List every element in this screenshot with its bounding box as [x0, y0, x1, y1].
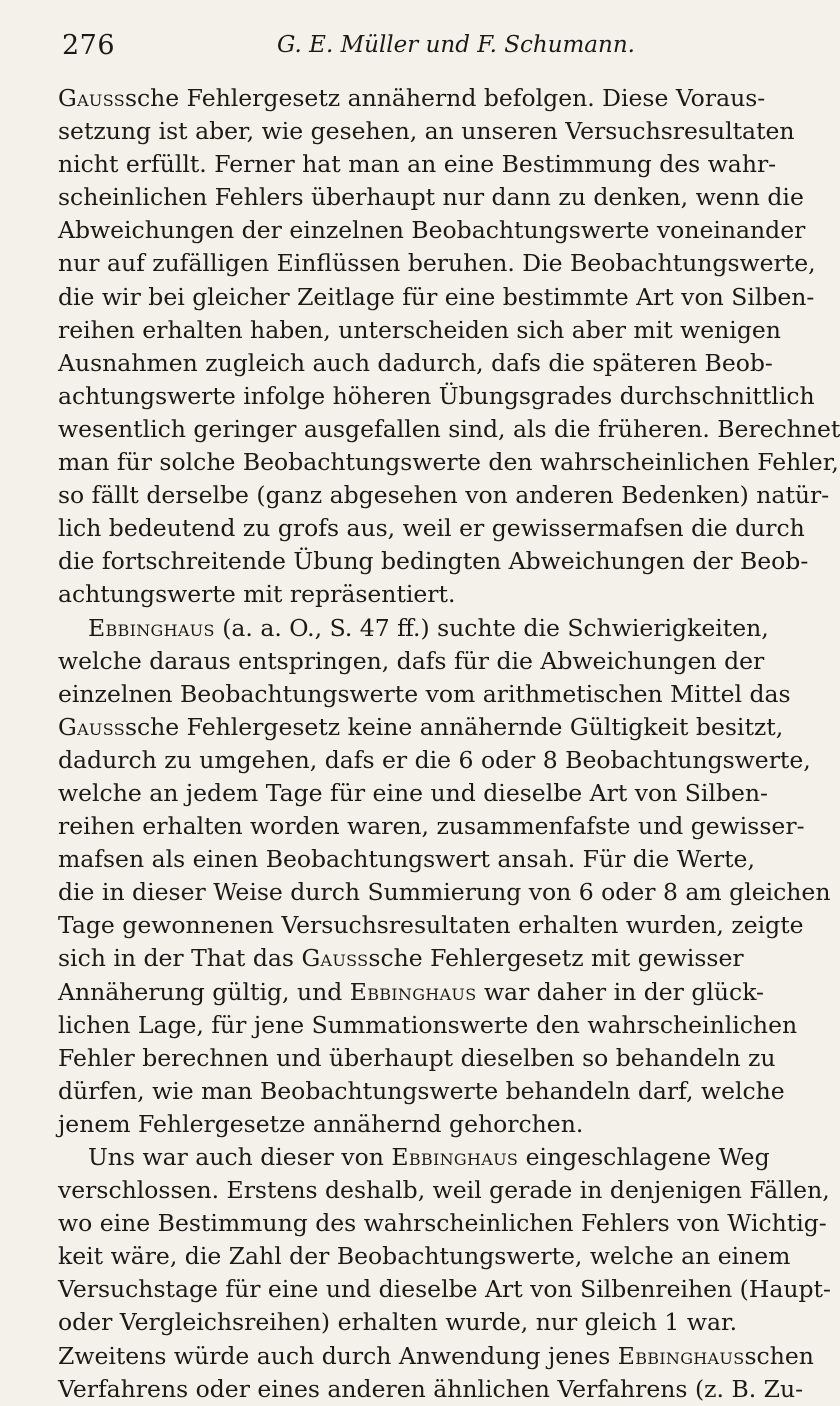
text-segment: lich bedeutend zu grofs aus, weil er gewissermafsen die durch	[58, 514, 805, 543]
text-line	[58, 1306, 798, 1339]
text-line	[58, 843, 798, 876]
text-line	[58, 82, 798, 115]
text-segment: scheinlichen Fehlers überhaupt nur dann zu denken, wenn die	[58, 183, 804, 212]
text-segment: die wir bei gleicher Zeitlage für eine bestimmte Art von Silben-	[58, 282, 815, 311]
text-segment: Zweitens würde auch durch Anwendung jenes	[58, 1341, 618, 1370]
text-segment: war daher in der glück-	[476, 977, 764, 1006]
text-line	[58, 711, 798, 744]
text-segment: dadurch zu umgehen, dafs er die 6 oder 8 Beobachtungswerte,	[58, 745, 811, 774]
author-name: Ebbinghaus	[88, 613, 215, 642]
text-segment: setzung ist aber, wie gesehen, an unseren Versuchsresultaten	[58, 117, 795, 146]
page-number: 276	[62, 30, 116, 61]
text-segment: keit wäre, die Zahl der Beobachtungswerte, welche an einem	[58, 1242, 791, 1271]
text-segment: man für solche Beobachtungswerte den wahrscheinlichen Fehler,	[58, 448, 839, 477]
text-line	[58, 1340, 814, 1373]
text-segment: Fehler berechnen und überhaupt dieselben so behandeln zu	[58, 1043, 776, 1072]
text-segment: jenem Fehlergesetze annähernd gehorchen.	[58, 1109, 584, 1138]
text-segment: Abweichungen der einzelnen Beobachtungswerte voneinander	[58, 216, 806, 245]
paragraph-first-line	[58, 612, 798, 645]
text-segment: wesentlich geringer ausgefallen sind, als die früheren. Berechnet	[58, 414, 840, 443]
book-page	[58, 30, 840, 1403]
text-segment: reihen erhalten haben, unterscheiden sich aber mit wenigen	[58, 315, 781, 344]
text-line	[58, 281, 815, 314]
text-line	[58, 247, 816, 280]
text-line	[58, 645, 798, 678]
text-line	[58, 976, 798, 1009]
text-segment: (a. a. O., S. 47 ff.) suchte die Schwierigkeiten,	[214, 613, 769, 642]
text-segment: nicht erfüllt. Ferner hat man an eine Bestimmung des wahr-	[58, 150, 777, 179]
text-line	[58, 876, 831, 909]
author-name: Gauss	[58, 84, 125, 112]
text-segment: schen	[744, 1341, 814, 1370]
text-line	[58, 578, 798, 611]
text-segment: so fällt derselbe (ganz abgesehen von anderen Bedenken) natür-	[58, 481, 830, 510]
text-segment: achtungswerte infolge höheren Übungsgrades durchschnittlich	[58, 381, 815, 410]
text-line	[58, 1174, 830, 1207]
text-line	[58, 678, 798, 711]
author-name: Gauss	[58, 712, 125, 741]
text-segment: sich in der That das	[58, 944, 302, 973]
text-line	[58, 545, 809, 578]
text-line	[58, 810, 805, 843]
text-line	[58, 1240, 798, 1273]
text-line	[58, 1108, 798, 1141]
text-segment: oder Vergleichsreihen) erhalten wurde, nur gleich 1 war.	[58, 1308, 738, 1337]
running-head: G. E. Müller und F. Schumann.	[277, 32, 635, 58]
text-line	[58, 479, 830, 512]
page-header	[58, 30, 794, 80]
text-segment: die in dieser Weise durch Summierung von 6 oder 8 am gleichen	[58, 878, 831, 907]
author-name: Ebbinghaus	[349, 977, 477, 1006]
text-line	[58, 1273, 831, 1306]
text-line	[58, 148, 798, 181]
text-line	[58, 1075, 798, 1108]
text-segment: sche Fehlergesetz annähernd befolgen. Diese Voraus-	[124, 84, 766, 112]
paragraph-first-line	[58, 1141, 798, 1174]
text-segment: eingeschlagene Weg	[518, 1143, 770, 1171]
text-line	[58, 744, 811, 777]
text-segment: Versuchstage für eine und dieselbe Art von Silbenreihen (Haupt-	[58, 1275, 831, 1304]
text-segment: sche Fehlergesetz mit gewisser	[368, 944, 744, 973]
text-segment: Ausnahmen zugleich auch dadurch, dafs die späteren Beob-	[58, 348, 773, 377]
text-line	[58, 1373, 804, 1406]
text-line	[58, 909, 804, 942]
text-segment: Uns war auch dieser von	[88, 1143, 392, 1171]
text-segment: verschlossen. Erstens deshalb, weil gerade in denjenigen Fällen,	[58, 1176, 830, 1205]
text-line	[58, 413, 840, 446]
text-segment: achtungswerte mit repräsentiert.	[58, 580, 456, 609]
text-line	[58, 181, 804, 214]
text-segment: nur auf zufälligen Einflüssen beruhen. Die Beobachtungswerte,	[58, 249, 816, 278]
text-segment: mafsen als einen Beobachtungswert ansah. Für die Werte,	[58, 845, 755, 874]
text-line	[58, 1009, 798, 1042]
text-segment: sche Fehlergesetz keine annähernde Gültigkeit besitzt,	[124, 712, 784, 741]
text-line	[58, 115, 798, 148]
text-line	[58, 512, 805, 545]
text-line	[58, 942, 798, 975]
author-name: Ebbinghaus	[391, 1143, 519, 1171]
text-line	[58, 1042, 798, 1075]
author-name: Ebbinghaus	[617, 1341, 745, 1370]
text-segment: die fortschreitende Übung bedingten Abweichungen der Beob-	[58, 547, 809, 576]
author-name: Gauss	[301, 944, 369, 973]
text-line	[58, 380, 815, 413]
text-line	[58, 446, 839, 479]
text-segment: reihen erhalten worden waren, zusammenfafste und gewisser-	[58, 812, 805, 841]
text-line	[58, 1207, 827, 1240]
text-line	[58, 347, 798, 380]
body-text	[58, 82, 840, 1406]
text-segment: Verfahrens oder eines anderen ähnlichen Verfahrens (z. B. Zu-	[58, 1374, 804, 1403]
text-segment: Annäherung gültig, und	[58, 977, 350, 1006]
text-segment: welche an jedem Tage für eine und dieselbe Art von Silben-	[58, 778, 768, 807]
text-line	[58, 314, 798, 347]
text-segment: lichen Lage, für jene Summationswerte den wahrscheinlichen	[58, 1010, 798, 1039]
text-line	[58, 214, 806, 247]
text-segment: wo eine Bestimmung des wahrscheinlichen Fehlers von Wichtig-	[58, 1209, 827, 1238]
text-segment: dürfen, wie man Beobachtungswerte behandeln darf, welche	[58, 1076, 785, 1105]
text-line	[58, 777, 798, 810]
text-segment: welche daraus entspringen, dafs für die Abweichungen der	[58, 646, 765, 675]
text-segment: einzelnen Beobachtungswerte vom arithmetischen Mittel das	[58, 679, 791, 708]
text-segment: Tage gewonnenen Versuchsresultaten erhalten wurden, zeigte	[58, 911, 804, 940]
